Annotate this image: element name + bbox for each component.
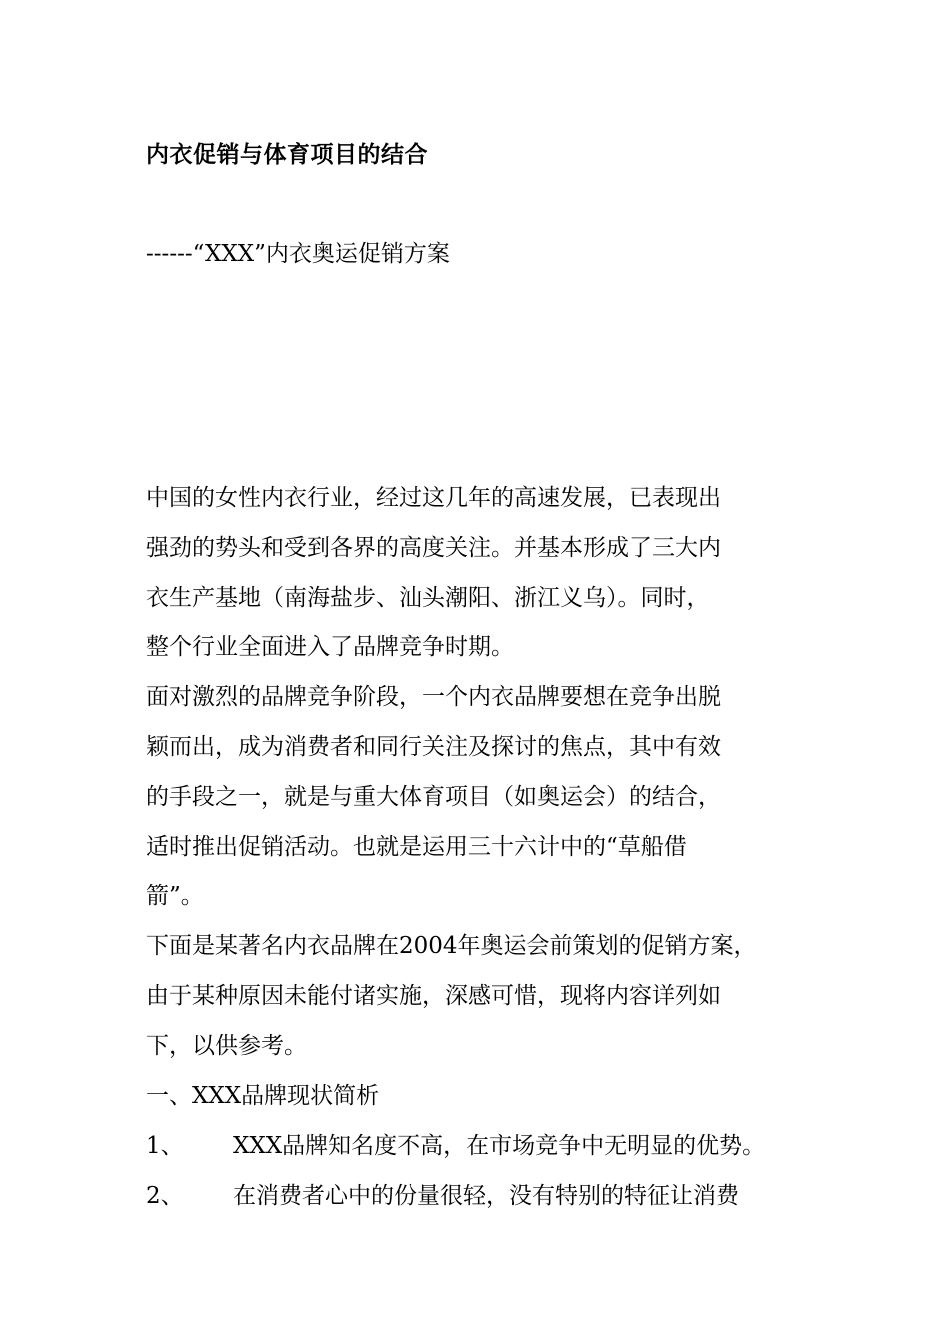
paragraph-line: 衣生产基地（南海盐步、汕头潮阳、浙江义乌）。同时， [146, 585, 710, 611]
paragraph-line: 颖而出，成为消费者和同行关注及探讨的焦点，其中有效 [146, 734, 721, 760]
paragraph-line: 适时推出促销活动。也就是运用三十六计中的“草船借 [146, 834, 687, 860]
paragraph-line: 下面是某著名内衣品牌在2004年奥运会前策划的促销方案， [146, 933, 757, 959]
list-item-text: XXX品牌知名度不高，在市场竞争中无明显的优势。 [233, 1133, 766, 1159]
document-subtitle: ------“XXX”内衣奥运促销方案 [146, 241, 450, 267]
paragraph-line: 由于某种原因未能付诸实施，深感可惜，现将内容详列如 [146, 983, 721, 1009]
list-item-text: 在消费者心中的份量很轻，没有特别的特征让消费 [233, 1183, 739, 1209]
paragraph-line: 整个行业全面进入了品牌竞争时期。 [146, 634, 514, 660]
list-item-number: 2、 [146, 1183, 184, 1209]
paragraph-line: 下，以供参考。 [146, 1033, 307, 1059]
paragraph-line: 强劲的势头和受到各界的高度关注。并基本形成了三大内 [146, 535, 721, 561]
paragraph-line: 箭”。 [146, 883, 204, 909]
paragraph-line: 面对激烈的品牌竞争阶段，一个内衣品牌要想在竞争出脱 [146, 684, 721, 710]
paragraph-line: 的手段之一，就是与重大体育项目（如奥运会）的结合， [146, 784, 721, 810]
paragraph-line: 中国的女性内衣行业，经过这几年的高速发展，已表现出 [146, 485, 721, 511]
list-item-number: 1、 [146, 1133, 184, 1159]
section-heading: 一、XXX品牌现状简析 [146, 1083, 380, 1109]
document-title: 内衣促销与体育项目的结合 [146, 141, 428, 168]
